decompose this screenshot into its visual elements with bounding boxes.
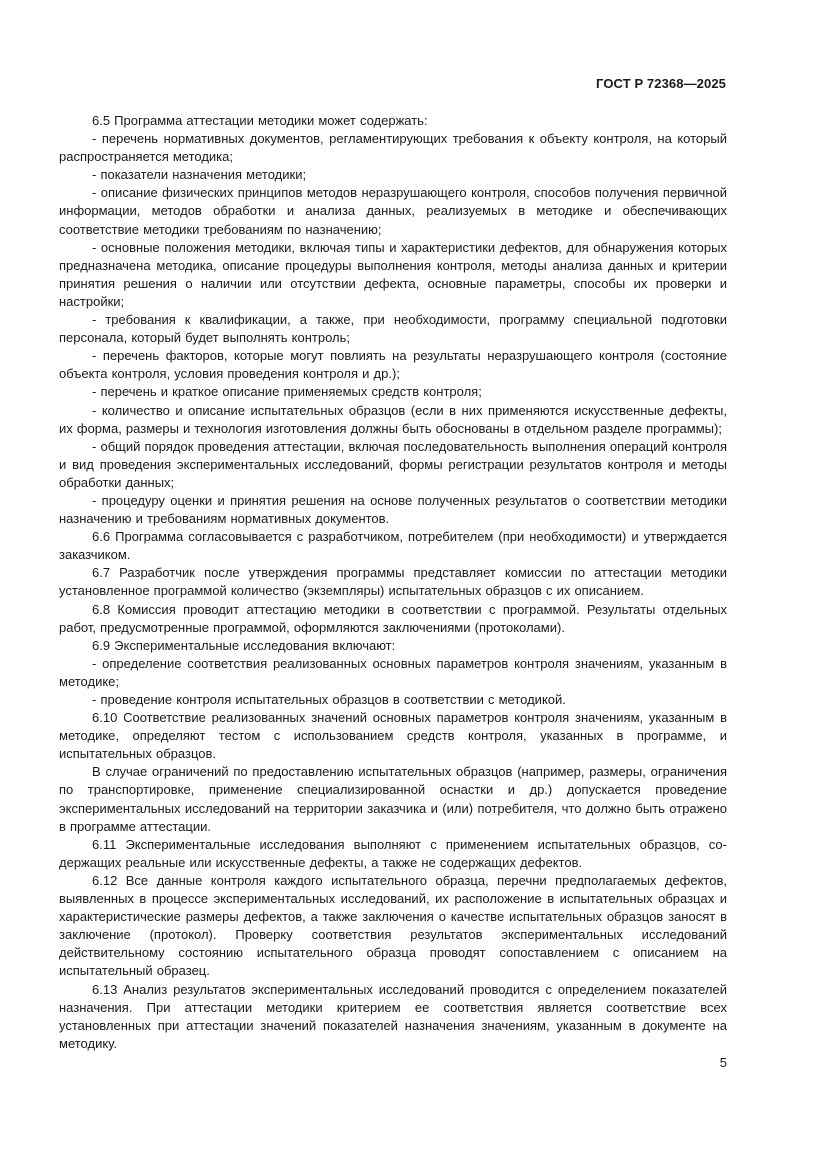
- list-item: - перечень и краткое описание применяемых средств контроля;: [92, 384, 482, 400]
- list-item: - проведение контроля испытательных образцов в соответствии с методикой.: [92, 692, 566, 707]
- paragraph-6-5: 6.5 Программа аттестации методики может содержать:: [92, 113, 428, 128]
- paragraph-6-13: 6.13 Анализ результатов экспериментальных исследований проводится с определением показателей назначения. При аттестации методики критерием ее соответствия является соответствие всех установленных при аттестации значений показателей назначения значениям, указанным в документе на методику.: [59, 981, 727, 1051]
- list-item: - общий порядок проведения аттестации, включая последовательность выполнения операций контроля и вид проведения экспериментальных исследований, формы регистрации результатов контроля и методы обработки данных;: [59, 438, 727, 490]
- list-item: - основные положения методики, включая типы и характеристики дефектов, для обнаружения которых предназначена методика, описание процедуры выполнения контроля, методы анализа данных и критерии принятия решения о наличии или отсутствии дефекта, основные параметры, способы их проверки и настройки;: [59, 239, 727, 309]
- paragraph-6-10: 6.10 Соответствие реализованных значений основных параметров контроля значениям, указанным в методике, определяют тестом с использованием средств контроля, указанных в программе, и испытательных образцов.: [59, 710, 727, 762]
- paragraph-6-7: 6.7 Разработчик после утверждения программы представляет комиссии по аттестации методики установленное программой количество (экземпляры) испытательных образцов с их описанием.: [59, 565, 727, 599]
- list-item: - перечень нормативных документов, регламентирующих требования к объекту контроля, на который распространяется методика;: [59, 131, 727, 165]
- standard-code-header: ГОСТ Р 72368—2025: [596, 76, 726, 91]
- list-item: - количество и описание испытательных образцов (если в них применяются искусственные дефекты, их форма, размеры и технология изготовления должны быть обоснованы в отдельном разделе программы);: [59, 402, 727, 436]
- paragraph-6-8: 6.8 Комиссия проводит аттестацию методики в соответствии с программой. Результаты отдельных работ, предусмотренные программой, оформляются заключениями (протоколами).: [59, 601, 727, 635]
- list-item: - требования к квалификации, а также, при необходимости, программу специальной подготовки персонала, который будет выполнять контроль;: [59, 312, 727, 346]
- list-item: - процедуру оценки и принятия решения на основе полученных результатов о соответствии методики назначению и требованиям нормативных документов.: [59, 492, 727, 527]
- paragraph: В случае ограничений по предоставлению испытательных образцов (например, размеры, ограничения по транспортировке, применение специализированной оснастки и др.) допускается проведение экспериментальных исследований на территории заказчика и (или) потребителя, что должно быть отражено в программе аттестации.: [59, 764, 727, 834]
- page-number: 5: [719, 1055, 727, 1070]
- list-item: - описание физических принципов методов неразрушающего контроля, способов получения первичной информации, методов обработки и анализа данных, реализуемых в методике и обеспечивающих соответствие методики требованиям по назначению;: [59, 185, 727, 237]
- list-item: - показатели назначения методики;: [92, 167, 307, 183]
- document-body: [59, 112, 727, 1053]
- paragraph-6-12: 6.12 Все данные контроля каждого испытательного образца, перечни предполагаемых дефектов, выявленных в процессе экспериментальных исследований, их расположение в испытательных образцах и характеристические размеры дефектов, а также заключения о качестве испытательных образцов заносят в заключение (протокол). Проверку соответствия результатов экспериментальных исследований действительному состоянию испытательного образца проводят сопоставлением с описанием на испытательный образец.: [59, 872, 727, 979]
- paragraph-6-9: 6.9 Экспериментальные исследования включают:: [92, 637, 396, 653]
- paragraph-6-11: 6.11 Экспериментальные исследования выполняют с применением испытательных образцов, содержащих реальные или искусственные дефекты, а также не содержащих дефектов.: [59, 836, 727, 870]
- paragraph-6-6: 6.6 Программа согласовывается с разработчиком, потребителем (при необходимости) и утверждается заказчиком.: [59, 529, 727, 563]
- list-item: - перечень факторов, которые могут повлиять на результаты неразрушающего контроля (состояние объекта контроля, условия проведения контроля и др.);: [59, 348, 727, 382]
- list-item: - определение соответствия реализованных основных параметров контроля значениям, указанным в методике;: [59, 655, 727, 689]
